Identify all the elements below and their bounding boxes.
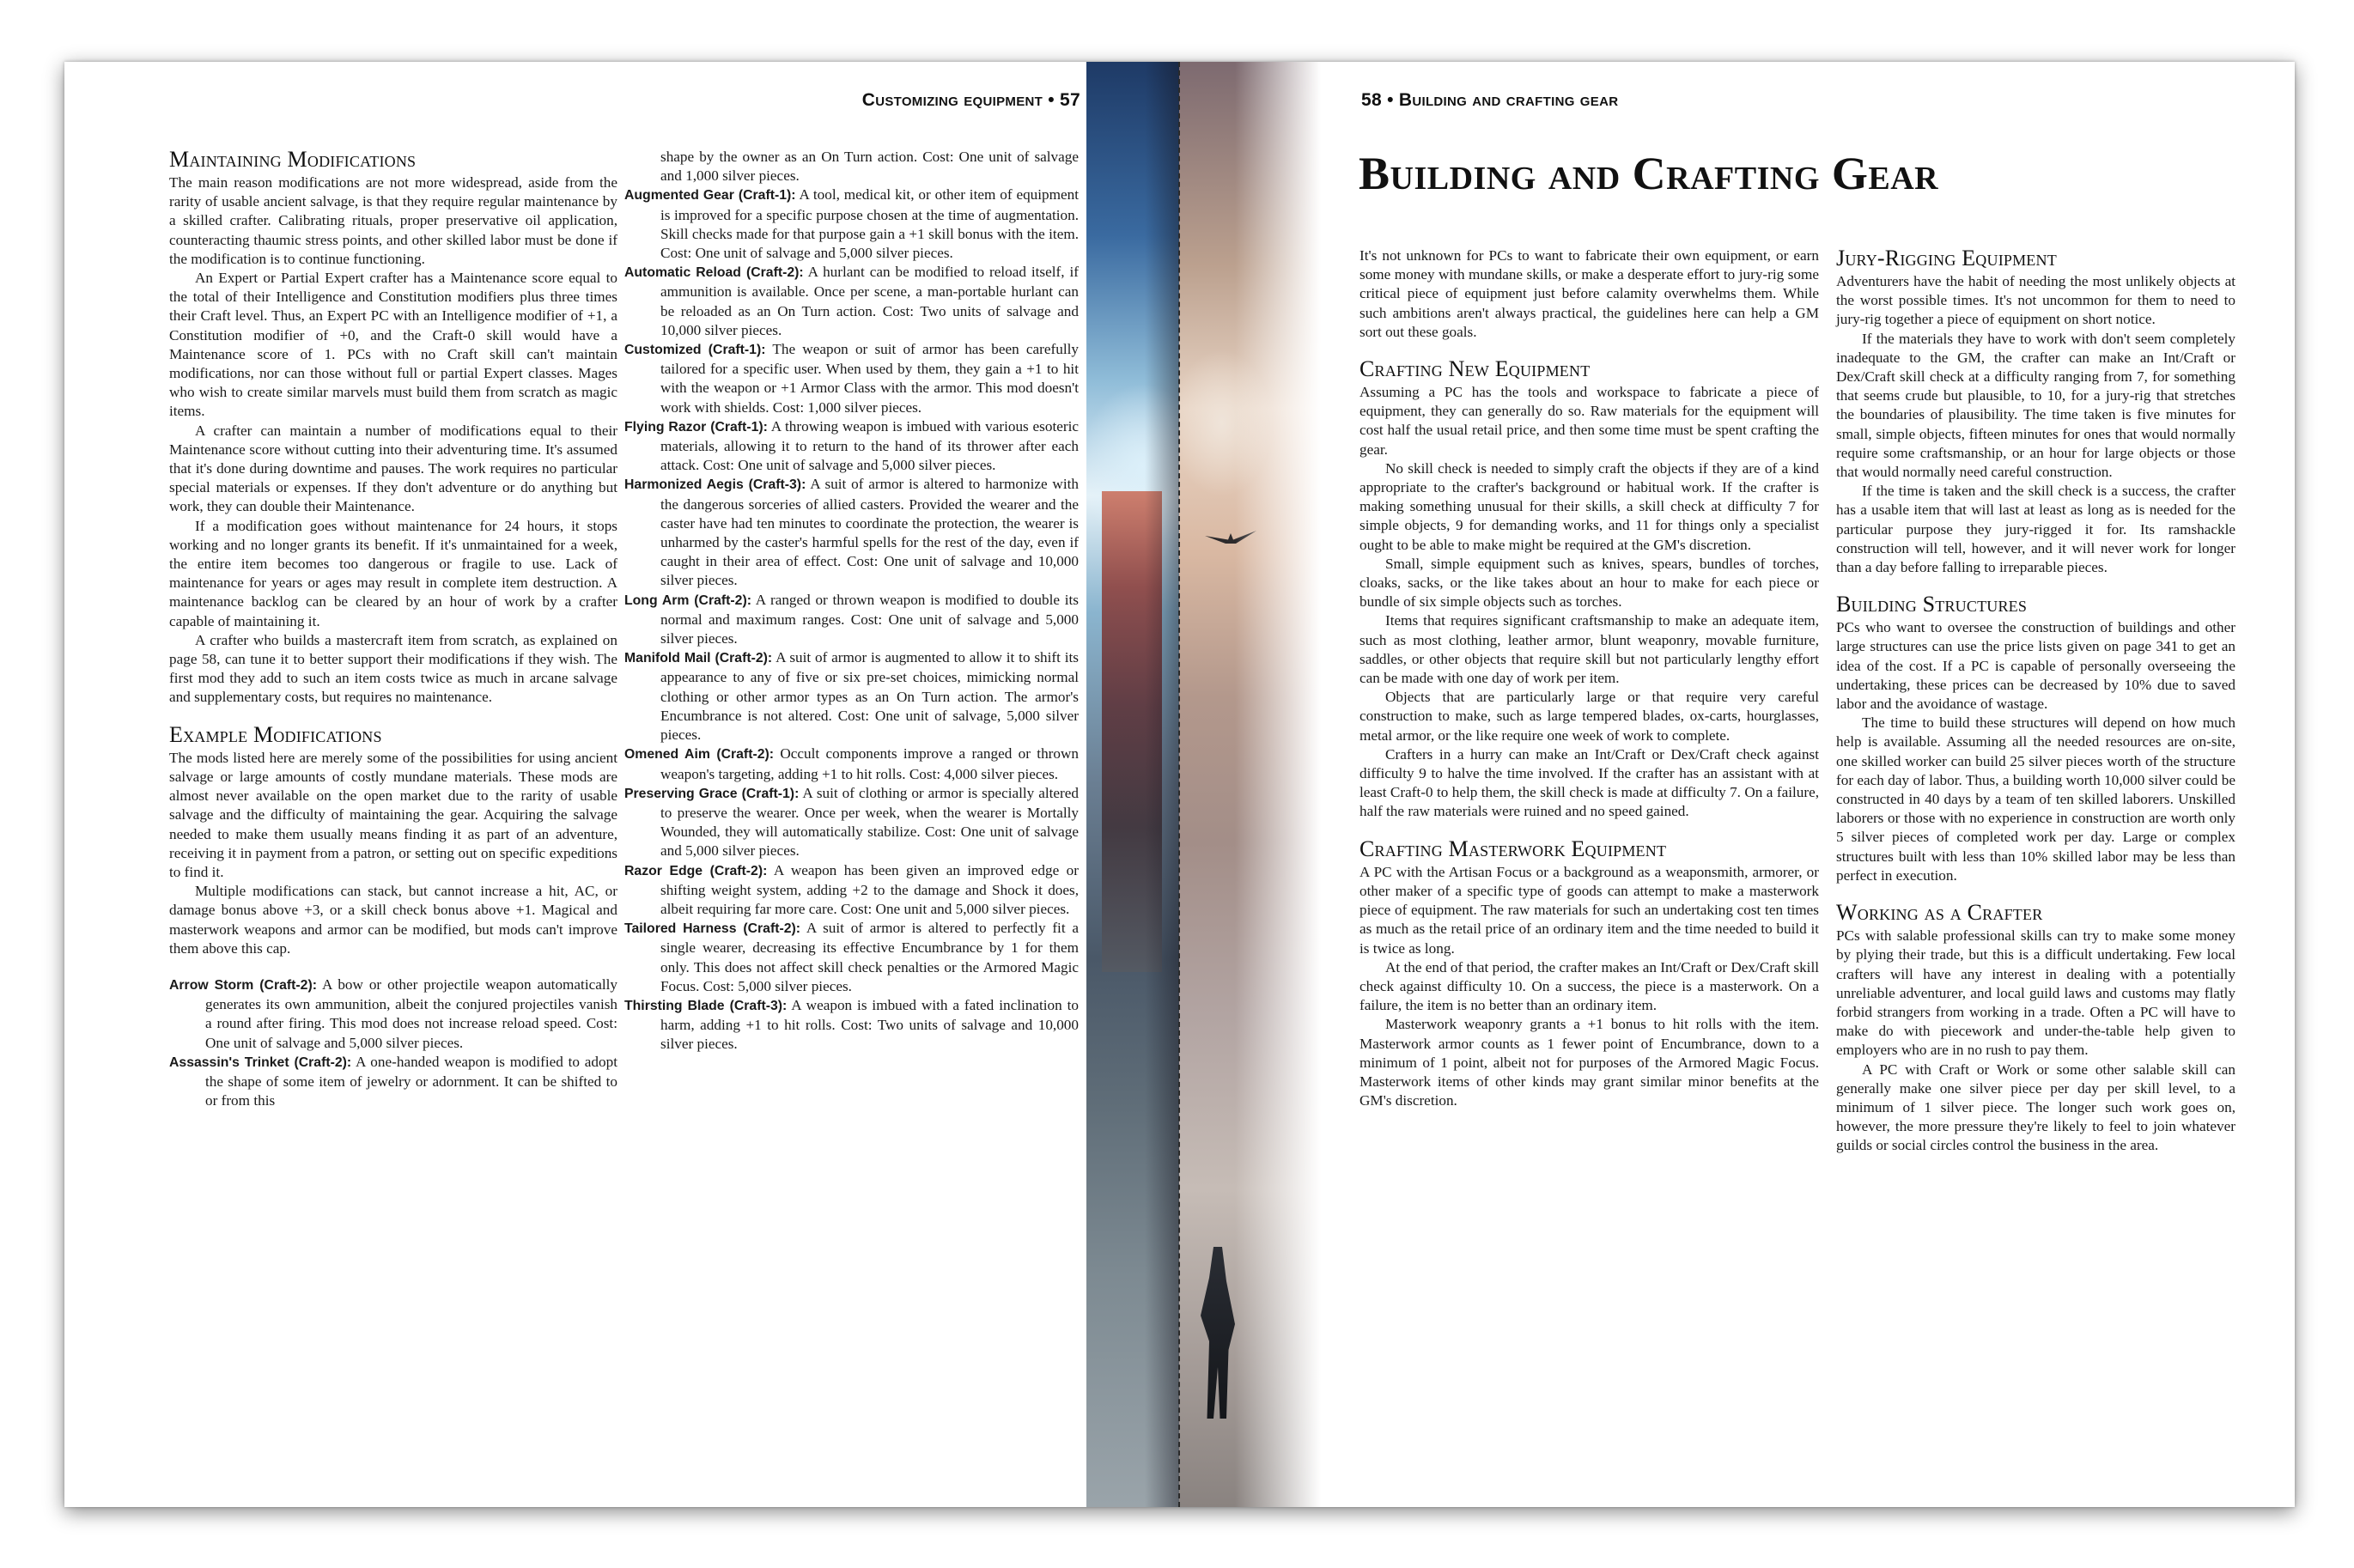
mod-entry-long-arm: Long Arm (Craft-2): A ranged or thrown weapon is modified to double its normal and maximum ranges. Cost: One unit of salvage and 5,000 silver pieces. — [624, 591, 1079, 647]
mod-entry-tailored-harness: Tailored Harness (Craft-2): A suit of armor is altered to perfectly fit a single wearer, decreasing its effective Encumbrance by 1 for them only. This does not affect skill check penalties or the Armored Magic Focus. Cost: 5,000 silver pieces. — [624, 920, 1079, 994]
left-page — [64, 62, 1179, 1507]
paragraph: A crafter can maintain a number of modifications equal to their Maintenance score without cutting into their adventuring time. It's assumed that it's done during downtime and pauses. The work requires no particular special materials or expenses. If they don't adventure or do anything but work, they can double their Maintenance. — [169, 422, 617, 515]
gutter-art-left — [1086, 62, 1179, 1507]
heading-example-modifications: Example Modifications — [169, 721, 382, 747]
right-column-1 — [1359, 246, 1819, 1110]
paragraph: Crafters in a hurry can make an Int/Craft or Dex/Craft check against difficulty 9 to halve the time involved. If the crafter has an assistant with at least Craft-0 to help them, the skill check is made at difficulty 7. On a failure, half the raw materials were ruined and no speed gained. — [1359, 745, 1819, 820]
mod-entry-automatic-reload: Automatic Reload (Craft-2): A hurlant can be modified to reload itself, if ammunition is available. Once per scene, a man-portable hurlant can be reloaded as an On Turn action. Cost: Two units of salvage and 10,000 silver pieces. — [624, 264, 1079, 338]
heading-maintaining-modifications: Maintaining Modifications — [169, 147, 417, 172]
paragraph: A PC with the Artisan Focus or a background as a weaponsmith, armorer, or other maker of a specific type of goods can attempt to make a masterwork piece of equipment. The raw materials for such an undertaking cost ten times as much as the retail price of an ordinary item and the time needed to build it is twice as long. — [1359, 863, 1819, 957]
heading-jury-rigging-equipment: Jury-Rigging Equipment — [1836, 246, 2057, 270]
running-head-left: Customizing equipment • 57 — [861, 90, 1080, 110]
figure-art — [1196, 1247, 1239, 1419]
heading-crafting-new-equipment: Crafting New Equipment — [1359, 356, 1591, 382]
chapter-title: Building and Crafting Gear — [1359, 148, 1939, 199]
mod-entry-harmonized-aegis: Harmonized Aegis (Craft-3): A suit of armor is altered to harmonize with the dangerous sorceries of allied casters. Provided the wearer and the caster have had ten minutes to coordinate the protection, the wearer is unharmed by the caster's harmful spells for the rest of the day, even if caught in their area of effect. Cost: One unit of salvage and 10,000 silver pieces. — [624, 476, 1079, 589]
gutter-art-right — [1179, 62, 1321, 1507]
paragraph: No skill check is needed to simply craft the objects if they are of a kind appropriate to the crafter's background or habitual work. If the crafter is making something unusual for their skills, a skill check at difficulty 7 for simple objects, 9 for demanding works, and 11 for things only a specialist ought to be able to make might be required at the GM's discretion. — [1359, 459, 1819, 553]
paragraph: The time to build these structures will depend on how much help is available. Assuming all the needed resources are on-site, one skilled worker can build 25 silver pieces worth of the structure for each day of labor. Thus, a building worth 10,000 silver could be constructed in 40 days by a team of ten skilled laborers. Unskilled laborers or those with no experience in construction are worth only 5 silver pieces of completed work per day. Large or complex structures built with less than 10% skilled labor may be less than perfect in execution. — [1836, 714, 2235, 884]
mod-entry-thirsting-blade: Thirsting Blade (Craft-3): A weapon is imbued with a fated inclination to harm, adding +1 to hit rolls. Cost: Two units of salvage and 10,000 silver pieces. — [624, 996, 1079, 1053]
mod-entry-omened-aim: Omened Aim (Craft-2): Occult components improve a ranged or thrown weapon's targeting, adding +1 to hit rolls. Cost: 4,000 silver pieces. — [624, 745, 1079, 782]
paragraph: A PC with Craft or Work or some other salable skill can generally make one silver piece per day per skill level, to a minimum of 1 silver piece. The longer such work goes on, however, the more pressure they're likely to feel to join whatever guilds or social circles control the business in the area. — [1836, 1061, 2235, 1154]
paragraph: Adventurers have the habit of needing the most unlikely objects at the worst possible times. It's not uncommon for them to need to jury-rig together a piece of equipment on short notice. — [1836, 273, 2235, 328]
mod-entry-continued: shape by the owner as an On Turn action. Cost: One unit of salvage and 1,000 silver pieces. — [660, 149, 1079, 185]
paragraph: Assuming a PC has the tools and workspace to fabricate a piece of equipment, they can generally do so. Raw materials for the equipment will cost half the usual retail price, and then some time must be spent crafting the gear. — [1359, 384, 1819, 458]
paragraph: If the time is taken and the skill check is a success, the crafter has a usable item that will last at least as long as is needed for the particular purpose they jury-rigged it for. Its ramshackle construction will tell, however, and it will never work for longer than a day before falling to irreparable pieces. — [1836, 483, 2235, 576]
paragraph: PCs with salable professional skills can try to make some money by plying their trade, but this is a difficult undertaking. Few local crafters will have any interest in dealing with a potentially unreliable adventurer, and local guild laws and customs may flatly forbid strangers from working in a trade. Often a PC will have to make do with piecework and under-the-table help given to employers who are in no rush to pay them. — [1836, 927, 2235, 1059]
mod-entry-preserving-grace: Preserving Grace (Craft-1): A suit of clothing or armor is specially altered to preserve the wearer. Once per week, when the wearer is Mortally Wounded, they will automatically stabilize. Cost: One unit of salvage and 5,000 silver pieces. — [624, 784, 1079, 860]
paragraph: Items that requires significant craftsmanship to make an adequate item, such as most clothing, leather armor, blunt weaponry, movable furniture, saddles, or other objects that require skill but not particularly lengthy effort can be made with one day of work per item. — [1359, 612, 1819, 687]
paragraph: If the materials they have to work with don't seem completely inadequate to the GM, the crafter can make an Int/Craft or Dex/Craft skill check at a difficulty ranging from 7, for something that seems crude but plausible, to 10, for a jury-rig that stretches the boundaries of plausibility. The time taken is five minutes for small, simple objects, fifteen minutes for ones that would normally require some craftsmanship, or an hour for large objects or those that would normally need careful construction. — [1836, 330, 2235, 481]
paragraph: Multiple modifications can stack, but cannot increase a hit, AC, or damage bonus above +3, or a skill check bonus above +1. Magical and masterwork weapons and armor can be modified, but mods can't improve them above this cap. — [169, 883, 617, 957]
book-spread — [64, 62, 2295, 1507]
mod-entry-assassins-trinket: Assassin's Trinket (Craft-2): A one-handed weapon is modified to adopt the shape of some item of jewelry or adornment. It can be shifted to or from this — [169, 1053, 617, 1109]
paragraph: An Expert or Partial Expert crafter has a Maintenance score equal to the total of their Intelligence and Constitution modifiers plus three times their Craft level. Thus, an Expert PC with an Intelligence modifier of +1, a Constitution modifier of +0, and the Craft-0 skill would have a Maintenance score of 1. PCs with no Craft skill can't maintain modifications, nor can those without full or partial Expert classes. Mages who wish to create similar marvels must build them from scratch as magic items. — [169, 270, 617, 420]
mod-entry-razor-edge: Razor Edge (Craft-2): A weapon has been given an improved edge or shifting weight system, adding +2 to the damage and Shock it does, albeit requiring far more care. Cost: One unit and 5,000 silver pieces. — [624, 861, 1079, 917]
paragraph: The main reason modifications are not more widespread, aside from the rarity of usable ancient salvage, is that they require regular maintenance by a skilled crafter. Calibrating rituals, proper preservative oil application, counteracting thaumic stress points, and other skilled labor must be done if the modification is to continue functioning. — [169, 174, 617, 267]
left-column-2 — [624, 148, 1079, 1054]
paragraph: Small, simple equipment such as knives, spears, bundles of torches, cloaks, sacks, or the like takes about an hour to make for each piece or bundle of six simple objects such as torches. — [1359, 555, 1819, 611]
running-head-right: 58 • Building and crafting gear — [1361, 90, 1619, 110]
paragraph: A crafter who builds a mastercraft item from scratch, as explained on page 58, can tune it to better support their modifications if they wish. The first mod they add to such an item costs twice as much in arcane salvage and supplementary costs, but requires no maintenance. — [169, 631, 617, 706]
paragraph: It's not unknown for PCs to want to fabricate their own equipment, or earn some money with mundane skills, or make a desperate effort to jury-rig some critical piece of equipment just before calamity overwhelms them. While such ambitions aren't always practical, the guidelines here can help a GM sort out these goals. — [1359, 247, 1819, 340]
left-column-1 — [169, 148, 617, 1110]
heading-crafting-masterwork-equipment: Crafting Masterwork Equipment — [1359, 836, 1667, 861]
mod-entry-flying-razor: Flying Razor (Craft-1): A throwing weapon is imbued with various esoteric materials, allowing it to return to the hand of its thrower after each attack. Cost: One unit of salvage and 5,000 silver pieces. — [624, 417, 1079, 474]
mod-entry-manifold-mail: Manifold Mail (Craft-2): A suit of armor is augmented to allow it to shift its appearance to any of five or six pre-set choices, mimicking normal clothing or other armor types as an On Turn action. The armor's Encumbrance is not altered. Cost: One unit of salvage, 5,000 silver pieces. — [624, 649, 1079, 744]
mod-entry-customized: Customized (Craft-1): The weapon or suit of armor has been carefully tailored for a specific user. When used by them, they gain a +1 to hit with the weapon or +1 Armor Class with the armor. This mod doesn't work with shields. Cost: 1,000 silver pieces. — [624, 341, 1079, 416]
mod-entry-arrow-storm: Arrow Storm (Craft-2): A bow or other projectile weapon automatically generates its own ammunition, albeit the conjured projectiles vanish a round after firing. This mod does not increase reload speed. Cost: One unit of salvage and 5,000 silver pieces. — [169, 975, 617, 1051]
paragraph: The mods listed here are merely some of the possibilities for using ancient salvage or large amounts of costly mundane materials. These mods are almost never available on the open market due to the rarity of usable salvage and the difficulty of maintaining the gear. Acquiring the salvage needed to make them usually means finding it as part of an adventure, receiving it in payment from a patron, or setting out on specific expeditions to find it. — [169, 749, 617, 880]
paragraph: Masterwork weaponry grants a +1 bonus to hit rolls with the item. Masterwork armor counts as 1 fewer point of Encumbrance, down to a minimum of 1 point, albeit not for purposes of the Armored Magic Focus. Masterwork items of other kinds may grant similar minor benefits at the GM's discretion. — [1359, 1016, 1819, 1109]
heading-working-as-a-crafter: Working as a Crafter — [1836, 900, 2043, 926]
paragraph: PCs who want to oversee the construction of buildings and other large structures can use the price lists given on page 341 to get an idea of the cost. If a PC is capable of personally overseeing the undertaking, these prices can be decreased by 10% due to saved labor and the avoidance of wastage. — [1836, 619, 2235, 713]
paragraph: Objects that are particularly large or that require very careful construction to make, such as large tempered blades, ox-carts, hourglasses, metal armor, or the like require one week of work to complete. — [1359, 689, 1819, 744]
paragraph: If a modification goes without maintenance for 24 hours, it stops working and no longer grants its benefit. If it's unmaintained for a week, the entire item becomes too dangerous or fragile to use. Lack of maintenance for years or ages may result in complete item destruction. A maintenance backlog can be cleared by an hour of work by a crafter capable of maintaining it. — [169, 517, 617, 629]
right-column-2 — [1836, 246, 2235, 1156]
paragraph: At the end of that period, the crafter makes an Int/Craft or Dex/Craft skill check against difficulty 10. On a success, the piece is a masterwork. On a failure, the item is no better than an ordinary item. — [1359, 958, 1819, 1014]
heading-building-structures: Building Structures — [1836, 592, 2028, 617]
page-fold-line — [1178, 62, 1180, 1507]
mod-entry-augmented-gear: Augmented Gear (Craft-1): A tool, medical kit, or other item of equipment is improved for a specific purpose chosen at the time of augmentation. Skill checks made for that purpose gain a +1 skill bonus with the item. Cost: One unit of salvage and 5,000 silver pieces. — [624, 186, 1080, 262]
